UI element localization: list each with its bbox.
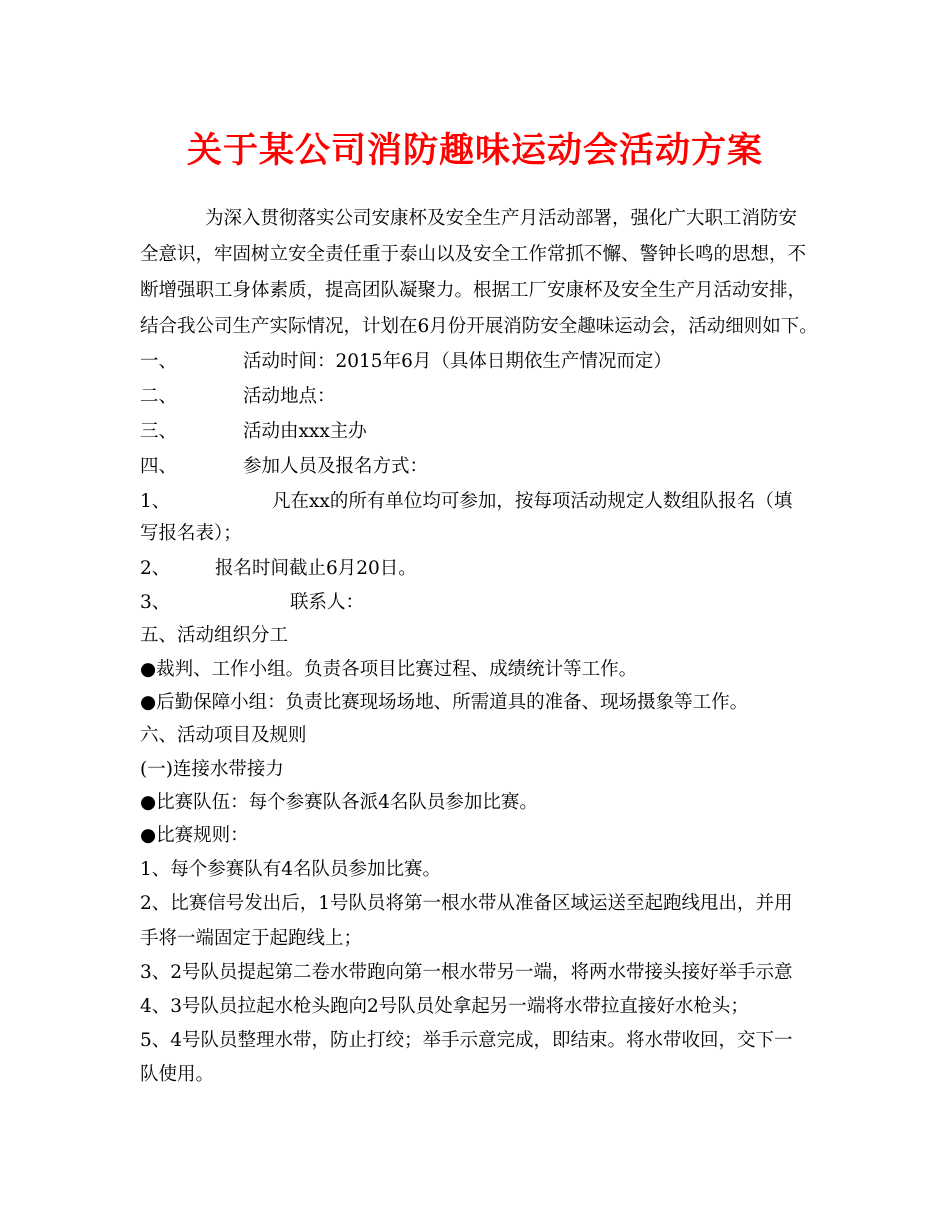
rule-line: 手将一端固定于起跑线上； [140,928,363,949]
bullet-item: ●比赛队伍：每个参赛队各派4名队员参加比赛。 [140,792,538,813]
intro-line: 结合我公司生产实际情况，计划在6月份开展消防安全趣味运动会，活动细则如下。 [140,316,818,337]
section-number: 三、 [140,421,178,442]
item-number: 3、 [140,592,171,613]
section-number: 一、 [140,351,178,372]
intro-line: 全意识，牢固树立安全责任重于泰山以及安全工作常抓不懈、警钟长鸣的思想，不 [140,244,807,265]
signup-item [140,555,417,583]
section-heading: 六、活动项目及规则 [140,725,307,746]
section-number: 四、 [140,456,178,477]
rule-line: 2、比赛信号发出后，1号队员将第一根水带从准备区域运送至起跑线甩出，并用 [140,893,793,914]
section-heading [140,418,367,446]
signup-item [140,589,364,617]
rule-line: 3、2号队员提起第二卷水带跑向第一根水带另一端，将两水带接头接好举手示意 [140,962,793,983]
item-number: 2、 [140,558,171,579]
section-text: 活动地点： [243,386,336,407]
item-number: 1、 [140,491,171,512]
item-text: 报名时间截止6月20日。 [215,558,417,579]
rule-line: 1、每个参赛队有4名队员参加比赛。 [140,859,442,880]
section-number: 二、 [140,386,178,407]
rule-line: 4、3号队员拉起水枪头跑向2号队员处拿起另一端将水带拉直接好水枪头； [140,996,749,1017]
section-heading [140,348,672,376]
section-heading [140,453,428,481]
intro-line: 断增强职工身体素质，提高团队凝聚力。根据工厂安康杯及安全生产月活动安排， [140,280,807,301]
bullet-item: ●裁判、工作小组。负责各项目比赛过程、成绩统计等工作。 [140,659,638,680]
intro-line: 为深入贯彻落实公司安康杯及安全生产月活动部署，强化广大职工消防安 [205,208,798,229]
section-text: 活动时间：2015年6月（具体日期依生产情况而定） [243,351,672,372]
signup-item-continuation: 写报名表）； [140,523,242,544]
rule-line: 队使用。 [140,1064,215,1085]
item-text: 凡在xx的所有单位均可参加，按每项活动规定人数组队报名（填 [272,491,793,512]
section-text: 活动由xxx主办 [243,421,367,442]
bullet-item: ●比赛规则： [140,825,249,846]
section-heading: 五、活动组织分工 [140,625,289,646]
signup-item [140,488,792,516]
section-heading [140,383,336,411]
bullet-item: ●后勤保障小组：负责比赛现场场地、所需道具的准备、现场摄象等工作。 [140,692,749,713]
item-text: 联系人： [290,592,365,613]
section-text: 参加人员及报名方式： [243,456,429,477]
subsection-heading: (一)连接水带接力 [140,759,284,780]
rule-line: 5、4号队员整理水带，防止打绞；举手示意完成，即结束。将水带收回，交下一 [140,1030,793,1051]
document-title: 关于某公司消防趣味运动会活动方案 [186,130,763,171]
